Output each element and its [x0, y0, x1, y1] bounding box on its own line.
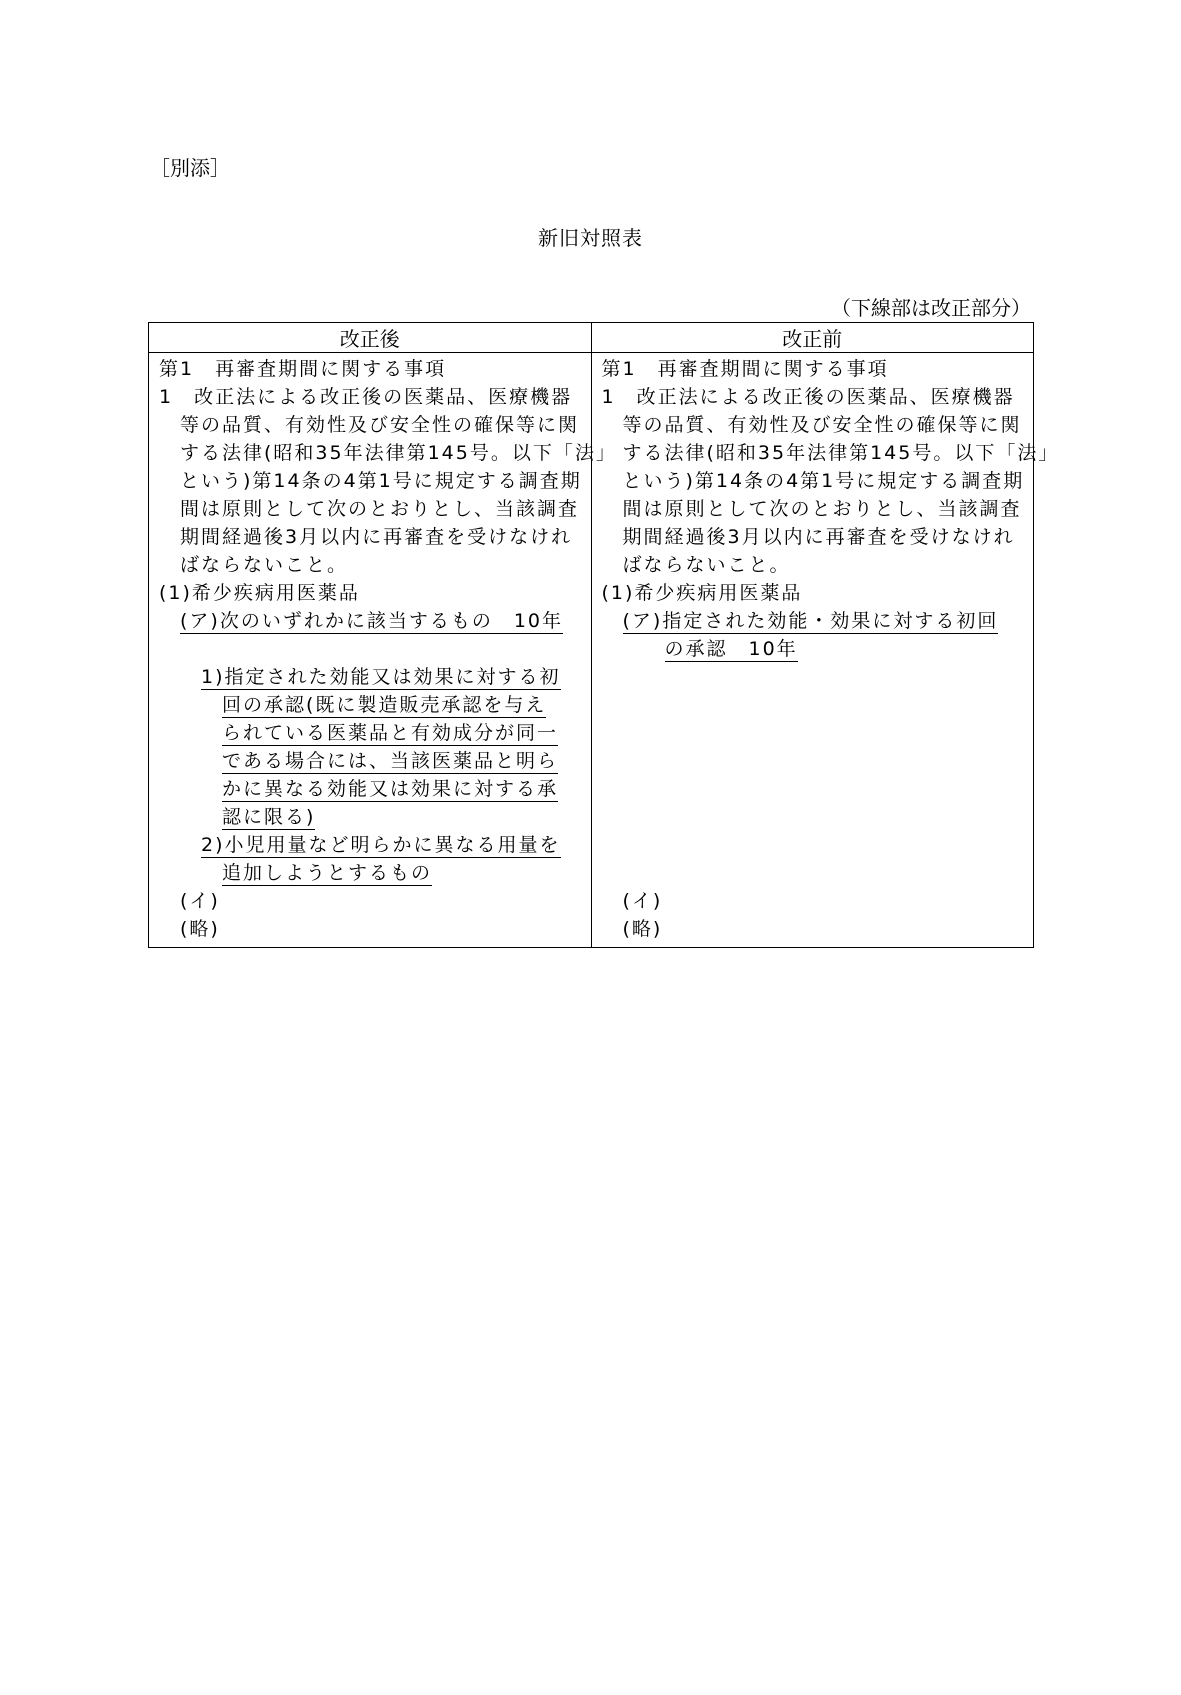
text-line-content: の承認 10年 [664, 638, 798, 660]
text-line [159, 439, 617, 467]
text-line [602, 439, 1060, 467]
text-line [159, 691, 585, 719]
text-line-content: という)第14条の4第1号に規定する調査期 [180, 470, 582, 492]
text-line-content: 等の品質、有効性及び安全性の確保等に関 [180, 414, 580, 436]
text-line-content: かに異なる効能又は効果に対する承 [222, 778, 559, 800]
text-line [159, 467, 585, 495]
text-line-content: 回の承認(既に製造販売承認を与え [222, 694, 547, 716]
text-line-content: 期間経過後3月以内に再審査を受けなけれ [180, 526, 573, 548]
text-line-content: 1 改正法による改正後の医薬品、医療機器 [159, 386, 573, 408]
text-line-content: ばならないこと。 [180, 554, 349, 576]
text-line-content: 間は原則として次のとおりとし、当該調査 [180, 498, 580, 520]
text-line-content: ばならないこと。 [622, 554, 791, 576]
current-column [591, 353, 1060, 948]
text-line [159, 551, 585, 579]
text-line [602, 579, 1028, 607]
table-header-row [149, 323, 1034, 353]
text-line [602, 467, 1028, 495]
text-line [159, 579, 585, 607]
text-line-content: 2)小児用量など明らかに異なる用量を [201, 834, 561, 856]
text-line [602, 775, 1028, 803]
document-title: 新旧対照表 [538, 226, 643, 250]
text-line [602, 803, 1028, 831]
text-line [602, 495, 1028, 523]
text-line-content: られている医薬品と有効成分が同一 [222, 722, 559, 744]
text-line [159, 831, 585, 859]
text-line-content: (略) [622, 918, 663, 940]
text-line [602, 663, 1028, 691]
text-line [159, 915, 585, 943]
text-line [159, 859, 585, 887]
text-line-content: する法律(昭和35年法律第145号。以下「法」 [180, 442, 617, 464]
text-line [159, 803, 585, 831]
text-line [602, 691, 1028, 719]
underline-note: （下線部は改正部分） [831, 296, 1031, 320]
text-line [159, 383, 585, 411]
text-line-content: (ア)次のいずれかに該当するもの 10年 [180, 610, 564, 632]
comparison-table [148, 322, 1060, 948]
text-line-content: (ア)指定された効能・効果に対する初回 [622, 610, 999, 632]
text-line-content: 期間経過後3月以内に再審査を受けなけれ [622, 526, 1015, 548]
text-line [602, 887, 1028, 915]
text-line [159, 663, 585, 691]
text-line [602, 607, 1028, 635]
text-line-content: 第1 再審査期間に関する事項 [601, 358, 889, 380]
text-line [602, 355, 1028, 383]
text-line-content: 1 改正法による改正後の医薬品、医療機器 [601, 386, 1015, 408]
text-line-content: 等の品質、有効性及び安全性の確保等に関 [622, 414, 1022, 436]
text-line [159, 355, 585, 383]
text-line-content: 認に限る) [222, 806, 316, 828]
text-line [602, 635, 1028, 663]
text-line-content: する法律(昭和35年法律第145号。以下「法」 [622, 442, 1060, 464]
text-line [602, 411, 1028, 439]
header-current: 改正前 [591, 323, 1034, 353]
text-line-content: という)第14条の4第1号に規定する調査期 [622, 470, 1025, 492]
text-line-content: (1)希少疾病用医薬品 [159, 582, 360, 604]
text-line [602, 551, 1028, 579]
text-line [602, 719, 1028, 747]
text-line [602, 915, 1028, 943]
text-line-content: (略) [180, 918, 220, 940]
text-line-content: (1)希少疾病用医薬品 [601, 582, 803, 604]
text-line [602, 383, 1028, 411]
text-line [159, 775, 585, 803]
text-line-content: (イ) [180, 890, 220, 912]
revised-column [149, 353, 617, 948]
text-line [159, 607, 585, 635]
text-line-content: 1)指定された効能又は効果に対する初 [201, 666, 561, 688]
text-line-content: 間は原則として次のとおりとし、当該調査 [622, 498, 1022, 520]
text-line [159, 635, 585, 663]
text-line [159, 747, 585, 775]
text-line [602, 831, 1028, 859]
header-revised: 改正後 [149, 323, 592, 353]
text-line [602, 859, 1028, 887]
attachment-label: ［別添］ [150, 156, 230, 180]
text-line [159, 411, 585, 439]
text-line-content: である場合には、当該医薬品と明ら [222, 750, 559, 772]
text-line-content: 追加しようとするもの [222, 862, 433, 884]
text-line [602, 747, 1028, 775]
text-line-content: 第1 再審査期間に関する事項 [159, 358, 447, 380]
text-line-content: (イ) [622, 890, 663, 912]
text-line [159, 523, 585, 551]
text-line [159, 719, 585, 747]
text-line [159, 887, 585, 915]
text-line [159, 495, 585, 523]
table-body-row [149, 353, 1034, 948]
text-line [602, 523, 1028, 551]
